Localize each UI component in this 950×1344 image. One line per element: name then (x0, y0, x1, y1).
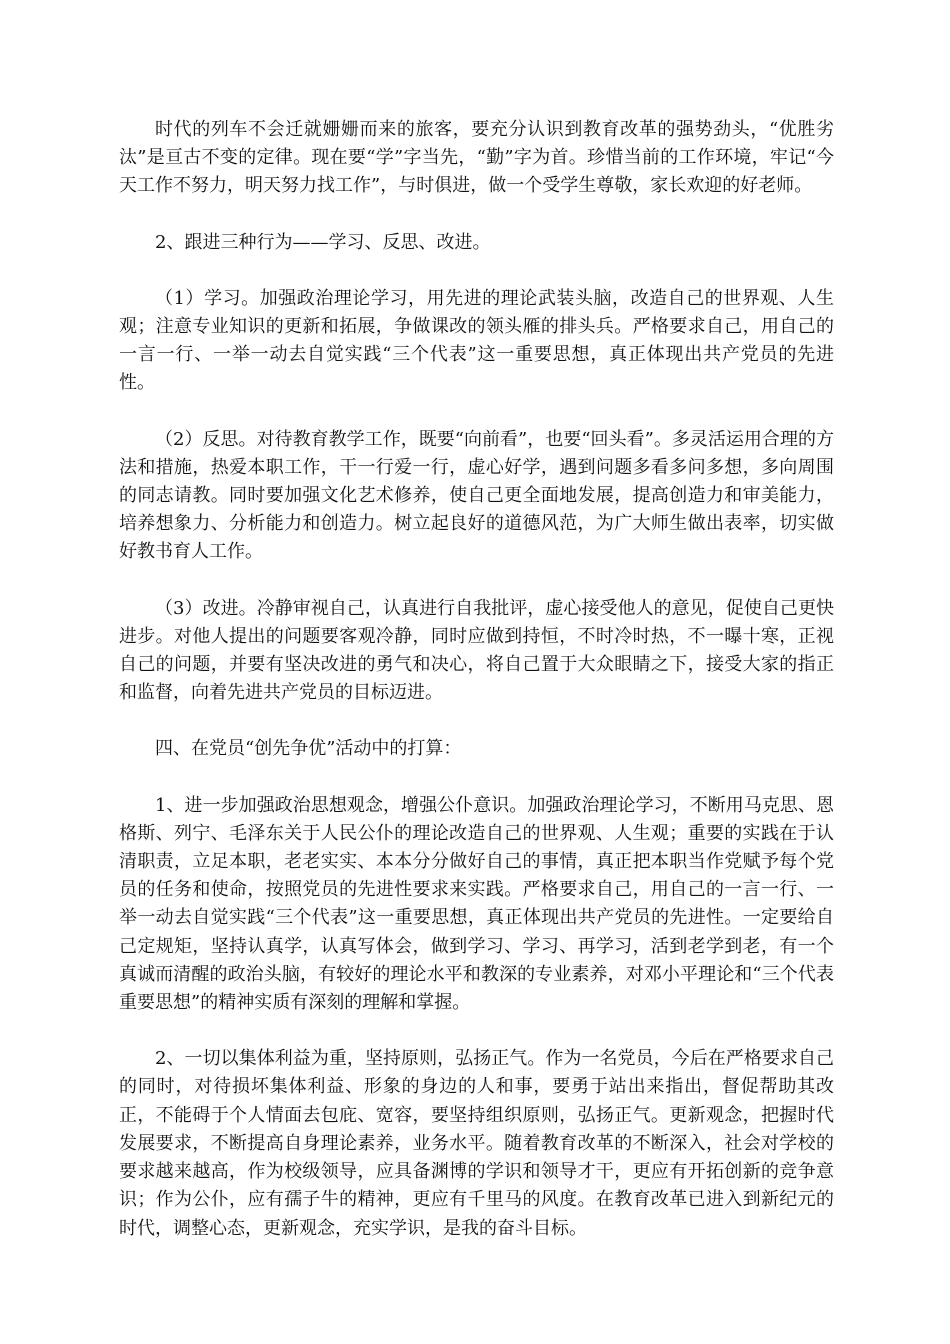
paragraph-reflection: （2）反思。对待教育教学工作，既要“向前看”，也要“回头看”。多灵活运用合理的方法和措施，热爱本职工作，干一行爱一行，虚心好学，遇到问题多看多问多想，多向周围的同志请教。同时要加强文化艺术修养，使自己更全面地发展，提高创造力和审美能力，培养想象力、分析能力和创造力。树立起良好的道德风范，为广大师生做出表率，切实做好教书育人工作。 (119, 428, 834, 563)
paragraph-intro: 时代的列车不会迁就姗姗而来的旅客，要充分认识到教育改革的强势劲头，“优胜劣汰”是亘古不变的定律。现在要“学”字当先，“勤”字为首。珍惜当前的工作环境，牢记“今天工作不努力，明天努力找工作”，与时俱进，做一个受学生尊敬，家长欢迎的好老师。 (119, 119, 834, 197)
paragraph-heading-plans: 四、在党员“创先争优”活动中的打算： (155, 738, 462, 760)
paragraph-heading-three-behaviors: 2、跟进三种行为——学习、反思、改进。 (155, 231, 491, 253)
paragraph-study: （1）学习。加强政治理论学习，用先进的理论武装头脑，改造自己的世界观、人生观；注意专业知识的更新和拓展，争做课改的领头雁的排头兵。严格要求自己，用自己的一言一行、一举一动去自觉实践“三个代表”这一重要思想，真正体现出共产党员的先进性。 (119, 287, 834, 394)
paragraph-plan-1: 1、进一步加强政治思想观念，增强公仆意识。加强政治理论学习，不断用马克思、恩格斯、列宁、毛泽东关于人民公仆的理论改造自己的世界观、人生观；重要的实践在于认清职责，立足本职，老老实实、本本分分做好自己的事情，真正把本职当作党赋予每个党员的任务和使命，按照党员的先进性要求来实践。严格要求自己，用自己的一言一行、一举一动去自觉实践“三个代表”这一重要思想，真正体现出共产党员的先进性。一定要给自己定规矩，坚持认真学，认真写体会，做到学习、学习、再学习，活到老学到老，有一个真诚而清醒的政治头脑，有较好的理论水平和教深的专业素养，对邓小平理论和“三个代表重要思想”的精神实质有深刻的理解和掌握。 (119, 794, 834, 1014)
paragraph-improvement: （3）改进。冷静审视自己，认真进行自我批评，虚心接受他人的意见，促使自己更快进步。对他人提出的问题要客观冷静，同时应做到持恒，不时冷时热，不一曝十寒，正视自己的问题，并要有坚决改进的勇气和决心，将自己置于大众眼睛之下，接受大家的指正和监督，向着先进共产党员的目标迈进。 (119, 597, 834, 704)
document-body (119, 116, 834, 1243)
paragraph-plan-2: 2、一切以集体利益为重，坚持原则，弘扬正气。作为一名党员，今后在严格要求自己的同时，对待损坏集体利益、形象的身边的人和事，要勇于站出来指出，督促帮助其改正，不能碍于个人情面去包庇、宽容，要坚持组织原则，弘扬正气。更新观念，把握时代发展要求，不断提高自身理论素养，业务水平。随着教育改革的不断深入，社会对学校的要求越来越高，作为校级领导，应具备渊博的学识和领导才干，更应有开拓创新的竞争意识；作为公仆，应有孺子牛的精神，更应有千里马的风度。在教育改革已进入到新纪元的时代，调整心态，更新观念，充实学识，是我的奋斗目标。 (119, 1048, 834, 1239)
